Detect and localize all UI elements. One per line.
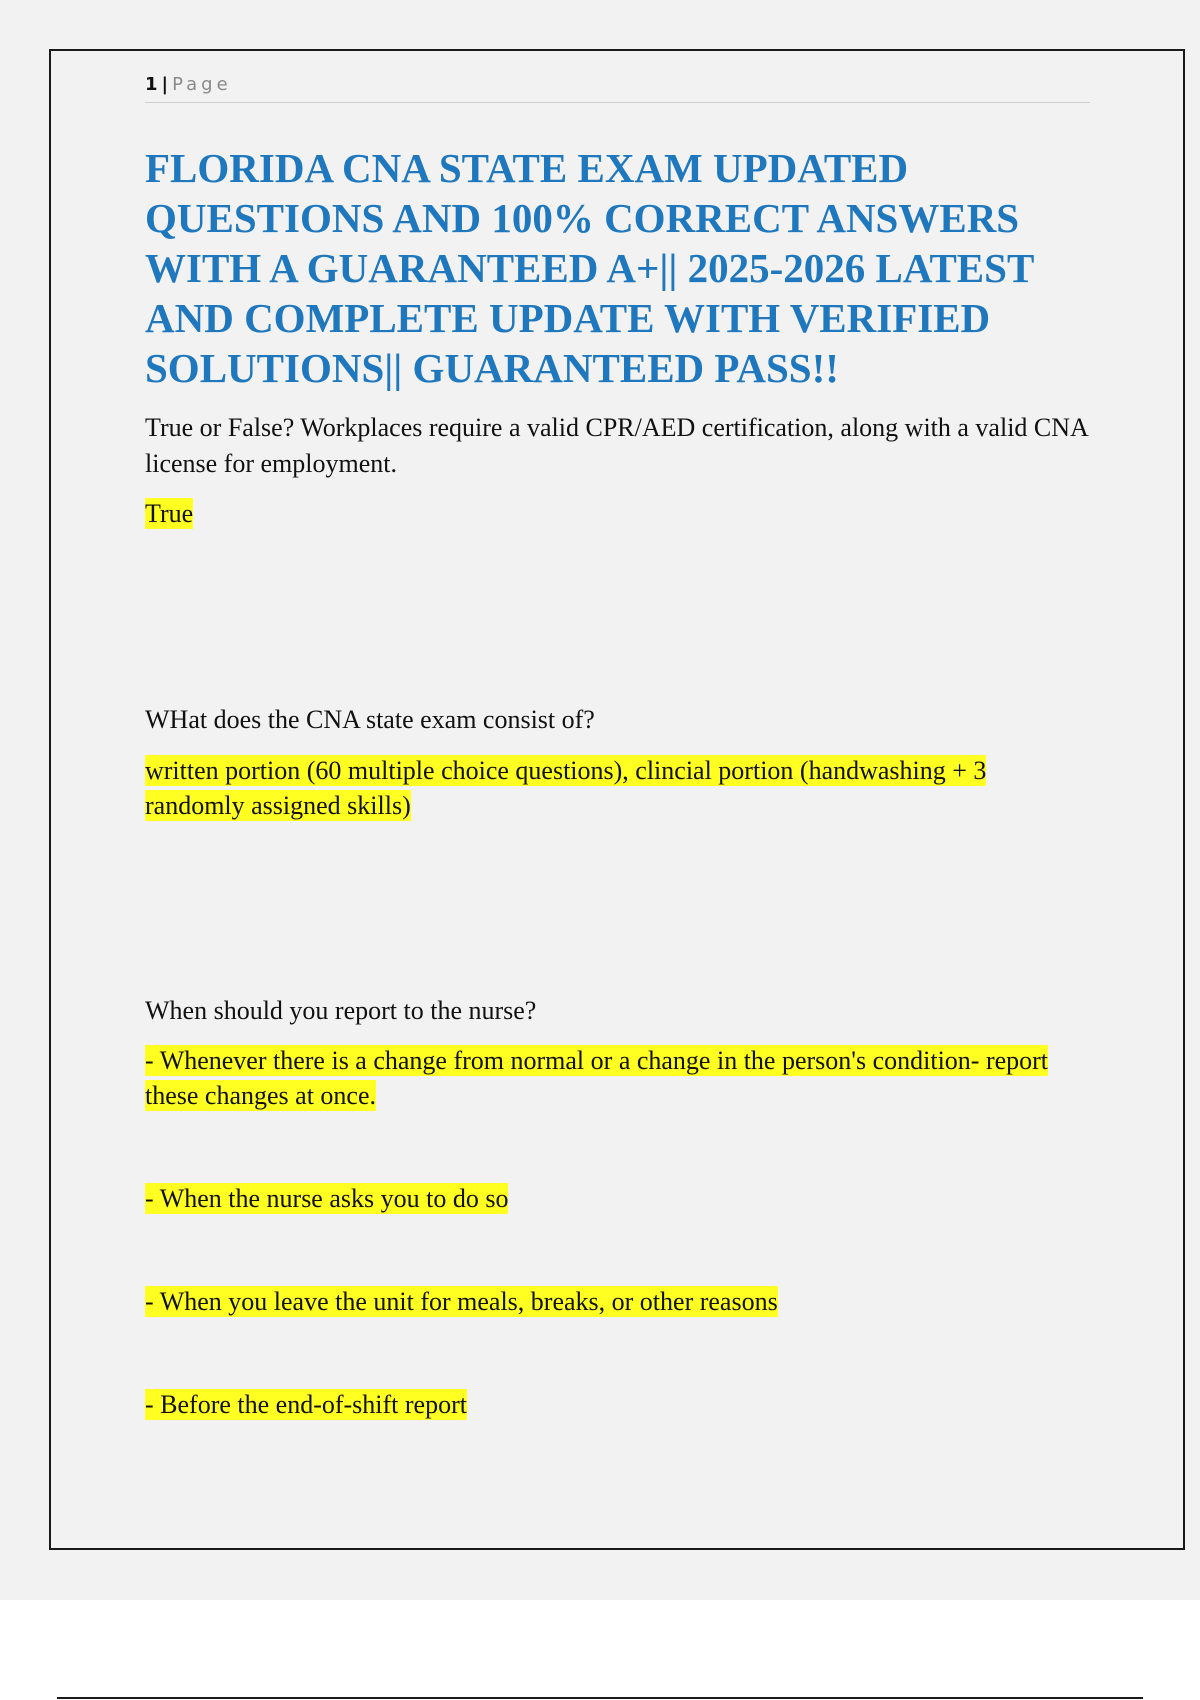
answer-3-item-2-text: - When the nurse asks you to do so <box>145 1184 509 1213</box>
question-2: WHat does the CNA state exam consist of? <box>145 705 595 734</box>
answer-3-item-3 <box>145 1284 1090 1319</box>
answer-3-item-1-text: - Whenever there is a change from normal or a change in the person's condition- report these changes at once. <box>145 1046 1049 1110</box>
page-header <box>145 70 1090 103</box>
page-separator: | <box>161 74 169 95</box>
document-title: FLORIDA CNA STATE EXAM UPDATED QUESTIONS AND 100% CORRECT ANSWERS WITH A GUARANTEED A+|| 2025-2026 LATEST AND COMPLETE UPDATE WITH VERIFIED SOLUTIONS|| GUARANTEED PASS!! <box>145 145 1034 391</box>
answer-3-item-4 <box>145 1387 1090 1422</box>
page-label: Page <box>172 74 232 95</box>
answer-3-item-3-text: - When you leave the unit for meals, breaks, or other reasons <box>145 1287 778 1316</box>
answer-3-item-4-text: - Before the end-of-shift report <box>145 1390 467 1419</box>
answer-2 <box>145 753 1090 823</box>
answer-3-item-1 <box>145 1043 1090 1113</box>
page-number: 1 <box>145 74 158 95</box>
answer-1 <box>145 496 1090 531</box>
bottom-divider <box>57 1697 1143 1699</box>
answer-1-text: True <box>145 499 194 528</box>
answer-3-item-2 <box>145 1181 1090 1216</box>
question-1: True or False? Workplaces require a valid CPR/AED certification, along with a valid CNA license for employment. <box>145 413 1088 478</box>
answer-2-text: written portion (60 multiple choice questions), clincial portion (handwashing + 3 randomly assigned skills) <box>145 756 987 820</box>
question-3: When should you report to the nurse? <box>145 996 537 1025</box>
